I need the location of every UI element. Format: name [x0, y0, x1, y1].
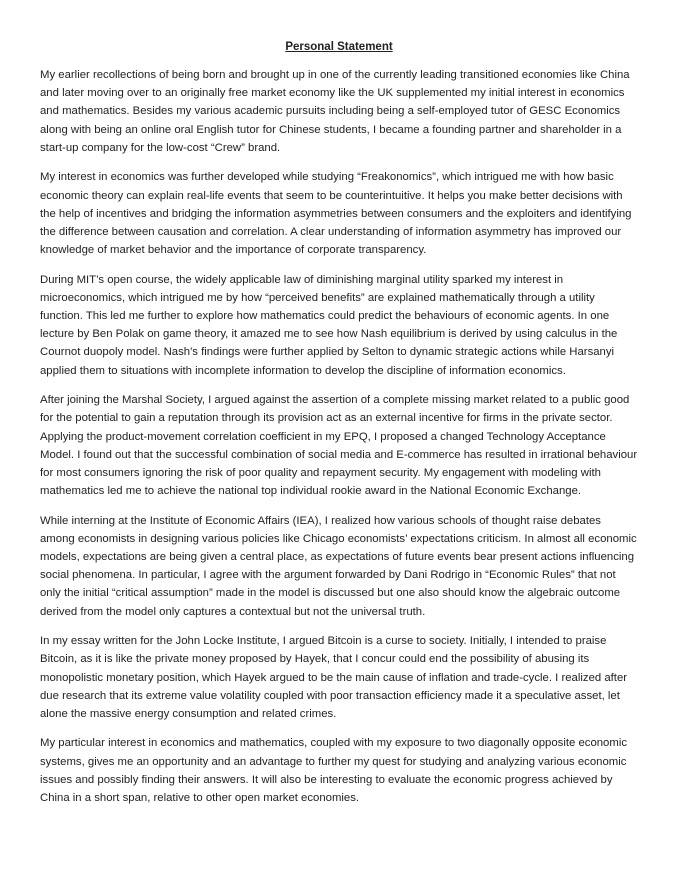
paragraph-mit-course: During MIT’s open course, the widely applicable law of diminishing marginal utility sparked my interest in microeconomics, which intrigued me by how “perceived benefits” are explained mathematically through a utility function. This led me further to explore how mathematics could predict the behaviours of economic agents. In one lecture by Ben Polak on game theory, it amazed me to see how Nash equilibrium is derived by using calculus in the Cournot duopoly model. Nash's findings were further applied by Selton to dynamic strategic actions while Harsanyi applied them to situations with incomplete information to develop the discipline of information economics.	[40, 273, 618, 377]
paragraph-iea-internship: While interning at the Institute of Economic Affairs (IEA), I realized how various schools of thought raise debates among economists in designing various policies like Chicago economists’ expectations criticism. In almost all economic models, expectations are being given a central place, as expectations of future events bear present actions influencing social phenomena. In particular, I agree with the argument forwarded by Dani Rodrigo in “Economic Rules” that not only the initial “critical assumption” made in the model is discussed but one also should know the algebraic outcome derived from the model only captures a contextual but not the universal truth.	[40, 514, 637, 618]
paragraph-marshal-society: After joining the Marshal Society, I argued against the assertion of a complete missing market related to a public good for the potential to gain a reputation through its provision act as an external incentive for firms in the private sector. Applying the product-movement correlation coefficient in my EPQ, I proposed a changed Technology Acceptance Model. I found out that the successful combination of social media and E-commerce has resulted in irrational behaviour for most consumers ignoring the risk of poor quality and repayment security. My engagement with modeling with mathematics led me to achieve the national top individual rookie award in the National Economic Exchange.	[40, 394, 638, 498]
paragraph-conclusion: My particular interest in economics and mathematics, coupled with my exposure to two diagonally opposite economic systems, gives me an opportunity and an advantage to further my quest for studying and analyzing various economic issues and possibly finding their answers. It will also be interesting to evaluate the economic progress achieved by China in a short span, relative to other open market economies.	[40, 737, 628, 805]
paragraph-john-locke-essay: In my essay written for the John Locke Institute, I argued Bitcoin is a curse to society. Initially, I intended to praise Bitcoin, as it is like the private money proposed by Hayek, that I concur could end the possibility of abusing its monopolistic monetary position, which Hayek argued to be the main cause of inflation and trade-cycle. I realized after due research that its extreme value volatility coupled with poor transaction efficiency made it a speculative asset, let alone the massive energy consumption and related crimes.	[40, 635, 628, 720]
document-page	[40, 38, 638, 819]
document-title: Personal Statement	[285, 41, 393, 53]
paragraph-background: My earlier recollections of being born and brought up in one of the currently leading transitioned economies like China and later moving over to an originally free market economy like the UK supplemented my initial interest in economics and mathematics. Besides my various academic pursuits including being a self-employed tutor of GESC Economics along with being an online oral English tutor for Chinese students, I became a founding partner and shareholder in a start-up company for the low-cost “Crew” brand.	[40, 69, 630, 154]
paragraph-freakonomics: My interest in economics was further developed while studying “Freakonomics”, which intrigued me with how basic economic theory can explain real-life events that seem to be counterintuitive. It helps you make better decisions with the help of incentives and bridging the information asymmetries between consumers and the exploiters and identifying the difference between causation and correlation. A clear understanding of information asymmetry has improved our knowledge of market behavior and the importance of corporate transparency.	[40, 171, 632, 257]
